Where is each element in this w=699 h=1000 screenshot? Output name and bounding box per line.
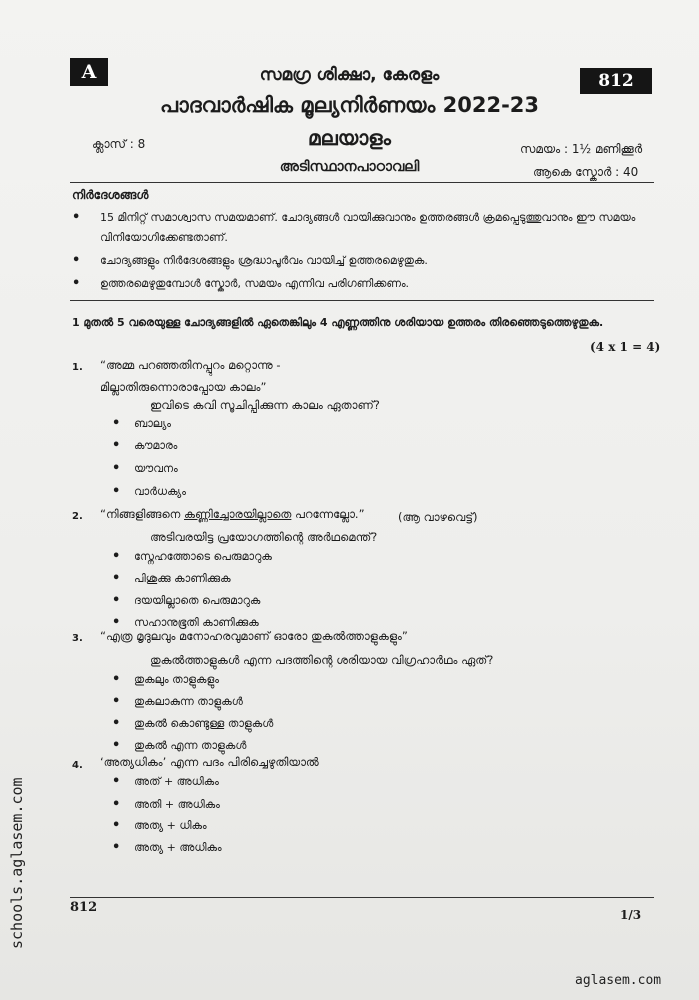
question-line: ‘അത്യധികം’ എന്ന പദം പിരിച്ചെഴുതിയാൽ <box>100 755 319 769</box>
option: • കൗമാരം <box>112 438 178 453</box>
option: • തുകലാകുന്ന താളുകൾ <box>112 694 243 709</box>
question-prompt: തുകൽത്താളുകൾ എന്ന പദത്തിന്റെ ശരിയായ വിഗ്രഹാർഥം ഏത്? <box>150 653 494 667</box>
option: • സഹാനുഭൂതി കാണിക്കുക <box>112 615 259 630</box>
instructions-heading: നിർദേശങ്ങൾ <box>72 188 149 202</box>
option: • അതി + അധികം <box>112 797 220 812</box>
section-marks: (4 x 1 = 4) <box>590 340 661 354</box>
question-line: മില്ലാതിരുന്നൊരാപ്പോയ കാലം” <box>100 380 267 394</box>
instruction-item <box>72 274 657 294</box>
bullet-icon: • <box>112 438 121 453</box>
paper-code-box: 812 <box>580 68 652 94</box>
option: • സ്നേഹത്തോടെ പെരുമാറുക <box>112 549 272 564</box>
bullet-icon: • <box>112 716 121 731</box>
header-divider <box>70 182 654 183</box>
corner-watermark: aglasem.com <box>575 973 662 988</box>
option: • തുകൽ കൊണ്ടുള്ള താളുകൾ <box>112 716 274 731</box>
organization-title: സമഗ്ര ശിക്ഷാ, കേരളം <box>259 65 440 85</box>
question-number: 3. <box>72 633 83 644</box>
option: • അത് + അധികം <box>112 774 219 789</box>
bullet-icon: • <box>112 615 121 630</box>
class-label: ക്ലാസ് : 8 <box>92 137 146 151</box>
bullet-icon: • <box>112 840 121 855</box>
instruction-item <box>72 251 657 271</box>
option: • തുകലും താളുകളും <box>112 672 219 687</box>
score-label: ആകെ സ്കോർ : 40 <box>533 165 639 179</box>
option: • അത്യ + അധികം <box>112 840 222 855</box>
exam-title: പാദവാർഷിക മൂല്യനിർണയം 2022-23 <box>159 93 540 117</box>
instruction-text: 15 മിനിറ്റ് സമാശ്വാസ സമയമാണ്. ചോദ്യങ്ങൾ വായിക്കുവാനും ഉത്തരങ്ങൾ ക്രമപ്പെടുത്തുവാനും ഈ സമയം വിനിയോഗിക്കേണ്ടതാണ്. <box>100 211 636 244</box>
bullet-icon: • <box>112 694 121 709</box>
bullet-icon: • <box>112 571 121 586</box>
bullet-icon: • <box>112 672 121 687</box>
question-number: 1. <box>72 362 83 373</box>
footer-divider <box>70 897 654 898</box>
option: • യൗവനം <box>112 461 178 476</box>
bullet-icon: • <box>112 818 121 833</box>
bullet-icon: • <box>72 276 81 291</box>
bullet-icon: • <box>72 253 81 268</box>
question-number: 2. <box>72 511 83 522</box>
option: • തുകൽ എന്ന താളുകൾ <box>112 738 247 753</box>
instructions-divider <box>70 300 654 301</box>
section-intro: 1 മുതൽ 5 വരെയുള്ള ചോദ്യങ്ങളിൽ ഏതെങ്കിലും 4 എണ്ണത്തിനു ശരിയായ ഉത്തരം തിരഞ്ഞെടുത്തെഴുതുക. <box>72 316 604 329</box>
paper-type: അടിസ്ഥാനപാഠാവലി <box>279 159 420 175</box>
subject-title: മലയാളം <box>308 126 391 150</box>
bullet-icon: • <box>112 461 121 476</box>
bullet-icon: • <box>112 484 121 499</box>
side-watermark: schools.aglasem.com <box>8 777 26 949</box>
option: • ദയയില്ലാതെ പെരുമാറുക <box>112 593 261 608</box>
option: • ബാല്യം <box>112 416 171 431</box>
instruction-text: ഉത്തരമെഴുതുമ്പോൾ സ്കോർ, സമയം എന്നിവ പരിഗണിക്കണം. <box>100 277 410 290</box>
set-label-box: A <box>70 58 108 86</box>
bullet-icon: • <box>112 774 121 789</box>
page-number: 1/3 <box>620 908 642 922</box>
question-prompt: ഇവിടെ കവി സൂചിപ്പിക്കുന്ന കാലം ഏതാണ്? <box>150 398 380 412</box>
option: • പിശുക്കു കാണിക്കുക <box>112 571 231 586</box>
bullet-icon: • <box>112 549 121 564</box>
time-label: സമയം : 1½ മണിക്കൂർ <box>520 142 643 156</box>
bullet-icon: • <box>72 210 81 225</box>
option: • അത്യ + ധികം <box>112 818 207 833</box>
question-line: “നിങ്ങളിങ്ങനെ കണ്ണിച്ചോരയില്ലാതെ പറന്നേല്ലോ.” <box>100 507 365 521</box>
instruction-item <box>72 208 657 248</box>
bullet-icon: • <box>112 416 121 431</box>
footer-paper-code: 812 <box>70 900 98 915</box>
question-source: (ആ വാഴവെട്ട്) <box>398 510 478 524</box>
bullet-icon: • <box>112 593 121 608</box>
bullet-icon: • <box>112 738 121 753</box>
question-line: “എത്ര മൃദുലവും മനോഹരവുമാണ് ഓരോ തുകൽത്താളുകളും” <box>100 629 408 643</box>
option: • വാർധക്യം <box>112 484 186 499</box>
question-number: 4. <box>72 760 83 771</box>
bullet-icon: • <box>112 797 121 812</box>
question-line: “അമ്മ പറഞ്ഞതിനപ്പുറം മറ്റൊന്നു - <box>100 358 281 372</box>
underlined-phrase: കണ്ണിച്ചോരയില്ലാതെ <box>184 507 292 521</box>
instruction-text: ചോദ്യങ്ങളും നിർദേശങ്ങളും ശ്രദ്ധാപൂർവം വായിച്ച് ഉത്തരമെഴുതുക. <box>100 254 428 267</box>
question-prompt: അടിവരയിട്ട പ്രയോഗത്തിന്റെ അർഥമെന്ത്? <box>150 530 378 544</box>
